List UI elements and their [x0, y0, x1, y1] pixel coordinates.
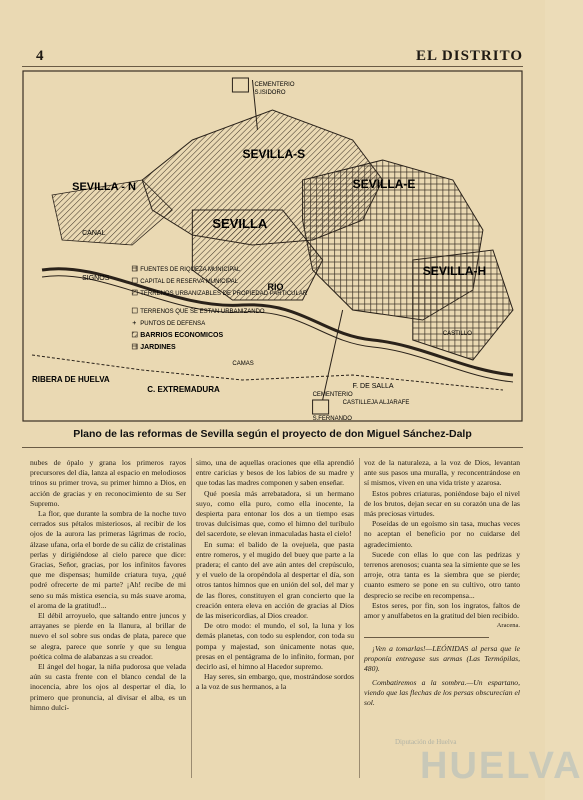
paragraph: Estos pobres criaturas, poniéndose bajo el nivel de los brutos, dejan secar en su corazón una de las más preciosas virtudes.	[364, 488, 520, 519]
text-column-2	[196, 458, 354, 693]
legend-item-barrios: BARRIOS ECONOMICOS	[140, 332, 224, 339]
label-signos: SIGNOS	[82, 275, 110, 282]
cementerio-bottom-box	[313, 400, 329, 414]
column-divider-2	[359, 458, 360, 778]
legend-item-terrenos-urbanizando: TERRENOS QUE SE ESTAN URBANIZANDO	[140, 309, 265, 315]
paragraph: nubes de ópalo y grana los primeros rayos precursores del día, lanza al espacio en melodiosos trinos su primer trova, su primer himno a Dios, en acción de gracias y en reconocimiento de su Ser Supremo.	[30, 458, 186, 508]
label-sevilla-n: SEVILLA - N	[72, 181, 136, 193]
legend-item-fuentes: FUENTES DE RIQUEZA MUNICIPAL	[140, 267, 241, 273]
road-south	[32, 355, 503, 390]
label-sevilla-h: SEVILLA-H	[422, 264, 487, 278]
paragraph: voz de la naturaleza, a la voz de Dios, levantan ante sus pasos una muralla, y reconcentrándose en sí mismos, viven en una vida triste y azarosa.	[364, 458, 520, 488]
map-caption: Plano de las reformas de Sevilla según el proyecto de don Miguel Sánchez-Dalp	[73, 428, 472, 440]
paragraph: Sucede con ellas lo que con las pedrizas y terrenos arenosos; cuanta sea la simiente que se les arroje, otra tanta es la siembra que se pierde; cuanto esmero se pone en su cultivo, otro tanto desprecio se recibe en recompensa...	[364, 549, 520, 600]
legend-item-jardines: JARDINES	[140, 344, 176, 351]
watermark-subtitle: Diputación de Huelva	[395, 738, 457, 746]
label-rio: RIO	[267, 282, 284, 292]
label-extremadura: C. EXTREMADURA	[147, 385, 220, 394]
quote-note-2: Combatiremos a la sombra.—Un espartano, viendo que las flechas de los persas obscurecían el sol.	[364, 678, 520, 708]
label-cementerio-bottom2: S.FERNANDO	[312, 416, 352, 422]
quote-note-1: ¡Ven a tomarlas!—LEÓNIDAS al persa que le proponía entregase sus armas (Las Termópilas, 480).	[364, 644, 520, 674]
section-rule	[364, 637, 489, 638]
label-sevilla-e: SEVILLA-E	[352, 177, 416, 191]
article-signature: Aracena.	[496, 622, 520, 630]
paragraph: simo, una de aquellas oraciones que ella aprendió entre caricias y besos de los labios de su madre y que todas las madres componen y saben enseñar.	[196, 458, 354, 488]
label-ribera: RIBERA DE HUELVA	[32, 375, 110, 384]
label-cementerio-top2: S.ISIDORO	[254, 90, 286, 96]
paragraph: Hay seres, sin embargo, que, mostrándose sordos a la voz de sus hermanos, a la	[196, 672, 354, 692]
label-fdesalla: F. DE SALLA	[352, 383, 394, 390]
paragraph: La flor, que durante la sombra de la noche tuvo cerrados sus pétalos misteriosos, al recibir de los ojos de la aurora las primeras lágrimas de rocío, álzase ufana, orla el borde de su cáliz de cristalinas perlas y dirigiéndose al cielo parece que dice: Gracias, Señor, gracias, por los infinitos favores que me dispensas; humilde criatura tuya, ¿qué podré ofrecerte de mi parte? ¡Ah! recibe de mi seno su más mística esencia, su más suave aroma, el aroma de la gratitud!...	[30, 509, 186, 610]
text-column-1	[30, 458, 186, 713]
label-cementerio-top: CEMENTERIO	[254, 82, 295, 88]
paragraph: El ángel del hogar, la niña pudorosa que velada aún su casta frente con el blanco cendal de la inocencia, abre los ojos al despertar el día, lo primero que pronuncia, al divisar el alba, es un himno dulcí-	[30, 662, 186, 712]
column-divider-1	[191, 458, 192, 778]
label-camas: CAMAS	[232, 361, 254, 367]
journal-title: EL DISTRITO	[415, 48, 523, 64]
label-canal: CANAL	[82, 230, 106, 237]
paragraph: En suma: el balido de la ovejuela, que pasta entre romeros, y el mugido del buey que parte a la pradera; el canto del ave aún antes del crepúsculo, y el vuelo de la oropéndola al despertar el día, son otros tantos himnos que en unión del sol, del mar y de las flores, constituyen el gran concierto que la creación entera eleva en acción de gracias al Dios de las misericordias, al Dios creador.	[196, 539, 354, 621]
legend-item-terrenos-urbanizables: TERRENOS URBANIZABLES DE PROPIEDAD PARTICULAR	[140, 291, 308, 297]
label-sevilla-s: SEVILLA-S	[242, 147, 306, 161]
label-castilleja: CASTILLEJA ALJARAFE	[342, 400, 410, 406]
label-sevilla-w: SEVILLA	[212, 216, 268, 231]
header-rule	[22, 66, 523, 67]
paragraph: Estos seres, por fin, son los ingratos, faltos de amor y anulfabetos en la gratitud del bien recibido.	[364, 600, 520, 621]
paragraph: El débil arroyuelo, que saltando entre juncos y arrayanes se pierde en la llanura, al brillar de nuevo el sol sobre sus ondas de plata, parece que se alegra, parece que sonríe y que su lengua poética colma de alabanzas a su creador.	[30, 611, 186, 661]
page-number: 4	[36, 48, 44, 64]
road-cementerio	[323, 310, 343, 400]
page-header	[22, 48, 523, 66]
map-drawing	[22, 70, 523, 422]
text-column-3	[364, 458, 520, 708]
cementerio-top-box	[232, 78, 248, 92]
watermark-logo: HUELVA	[420, 745, 583, 787]
paragraph: Qué poesía más arrebatadora, si un hermano suyo, como ella puro, como ella inocente, la despierta para entonar los dos a un tiempo esas trovas dulcísimas que, como el himno del turíbulo del sacerdote, se elevan inmaculadas hasta el cielo!	[196, 488, 354, 539]
label-castillo: CASTILLO	[442, 331, 472, 337]
paragraph: Poseídas de un egoísmo sin tasa, muchas veces no aceptan el beneficio por no cuidarse del agradecimiento.	[364, 519, 520, 549]
svg-text:+: +	[132, 320, 137, 327]
legend-item-capital: CAPITAL DE RESERVA MUNICIPAL	[140, 279, 239, 285]
caption-rule	[22, 447, 523, 448]
label-cementerio-bottom: CEMENTERIO	[312, 392, 353, 398]
paragraph: De otro modo: el mundo, el sol, la luna y los demás planetas, con todo su esplendor, con toda su pompa y majestad, son únicamente notas que, presas en el pentágrama de lo infinito, forman, por decirlo así, el himno al Hacedor supremo.	[196, 621, 354, 672]
legend-item-defensa: PUNTOS DE DEFENSA	[140, 321, 206, 327]
city-plan-map	[22, 70, 523, 422]
